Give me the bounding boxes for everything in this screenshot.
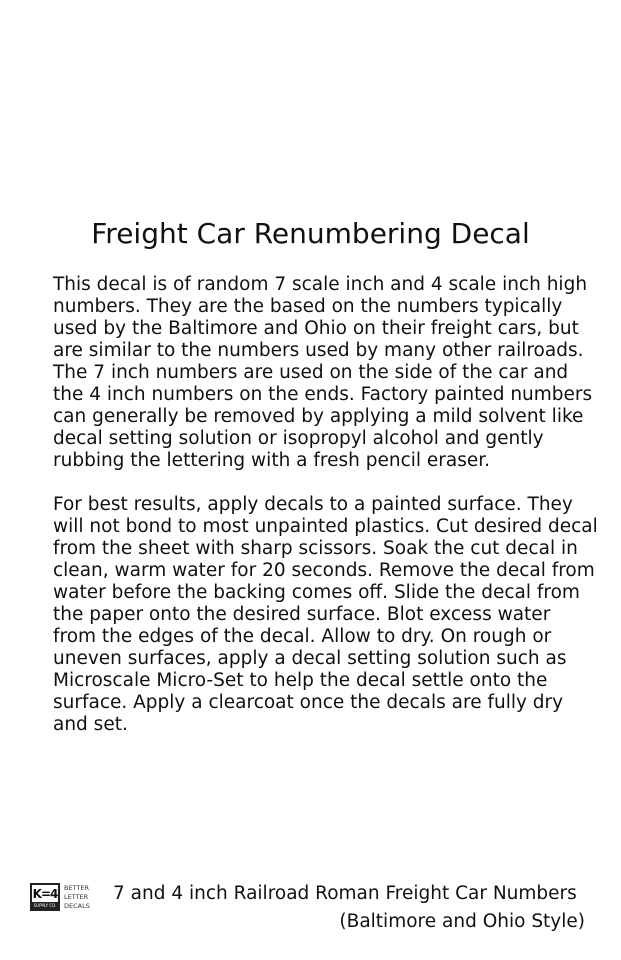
product-style: (Baltimore and Ohio Style)	[339, 911, 585, 932]
instructions-body	[53, 274, 598, 758]
page-title: Freight Car Renumbering Decal	[91, 217, 530, 250]
logo-tagline	[64, 884, 90, 911]
logo-word: LETTER	[64, 892, 89, 901]
product-name: 7 and 4 inch Railroad Roman Freight Car Numbers	[113, 883, 577, 904]
description-paragraph: This decal is of random 7 scale inch and 4 scale inch high numbers. They are the based on the numbers typically used by the Baltimore and Ohio on their freight cars, but are similar to the numbers used by many other railroads. The 7 inch numbers are used on the side of the car and the 4 inch numbers on the ends. Factory painted numbers can generally be removed by applying a mild solvent like decal setting solution or isopropyl alcohol and gently rubbing the lettering with a fresh pencil eraser.	[53, 274, 593, 471]
k4-logo-icon	[30, 883, 60, 911]
logo-word: BETTER	[64, 883, 90, 892]
logo-mark: K=4	[32, 887, 58, 901]
logo-supply-label: SUPPLY CO.	[33, 903, 57, 908]
brand-logo	[30, 880, 102, 914]
logo-word: DECALS	[64, 901, 90, 910]
application-instructions-paragraph: For best results, apply decals to a painted surface. They will not bond to most unpainted plastics. Cut desired decal from the sheet with sharp scissors. Soak the cut decal in clean, warm water for 20 seconds. Remove the decal from water before the backing comes off. Slide the decal from the paper onto the desired surface. Blot excess water from the edges of the decal. Allow to dry. On rough or uneven surfaces, apply a decal setting solution such as Microscale Micro-Set to help the decal settle onto the surface. Apply a clearcoat once the decals are fully dry and set.	[53, 494, 598, 735]
